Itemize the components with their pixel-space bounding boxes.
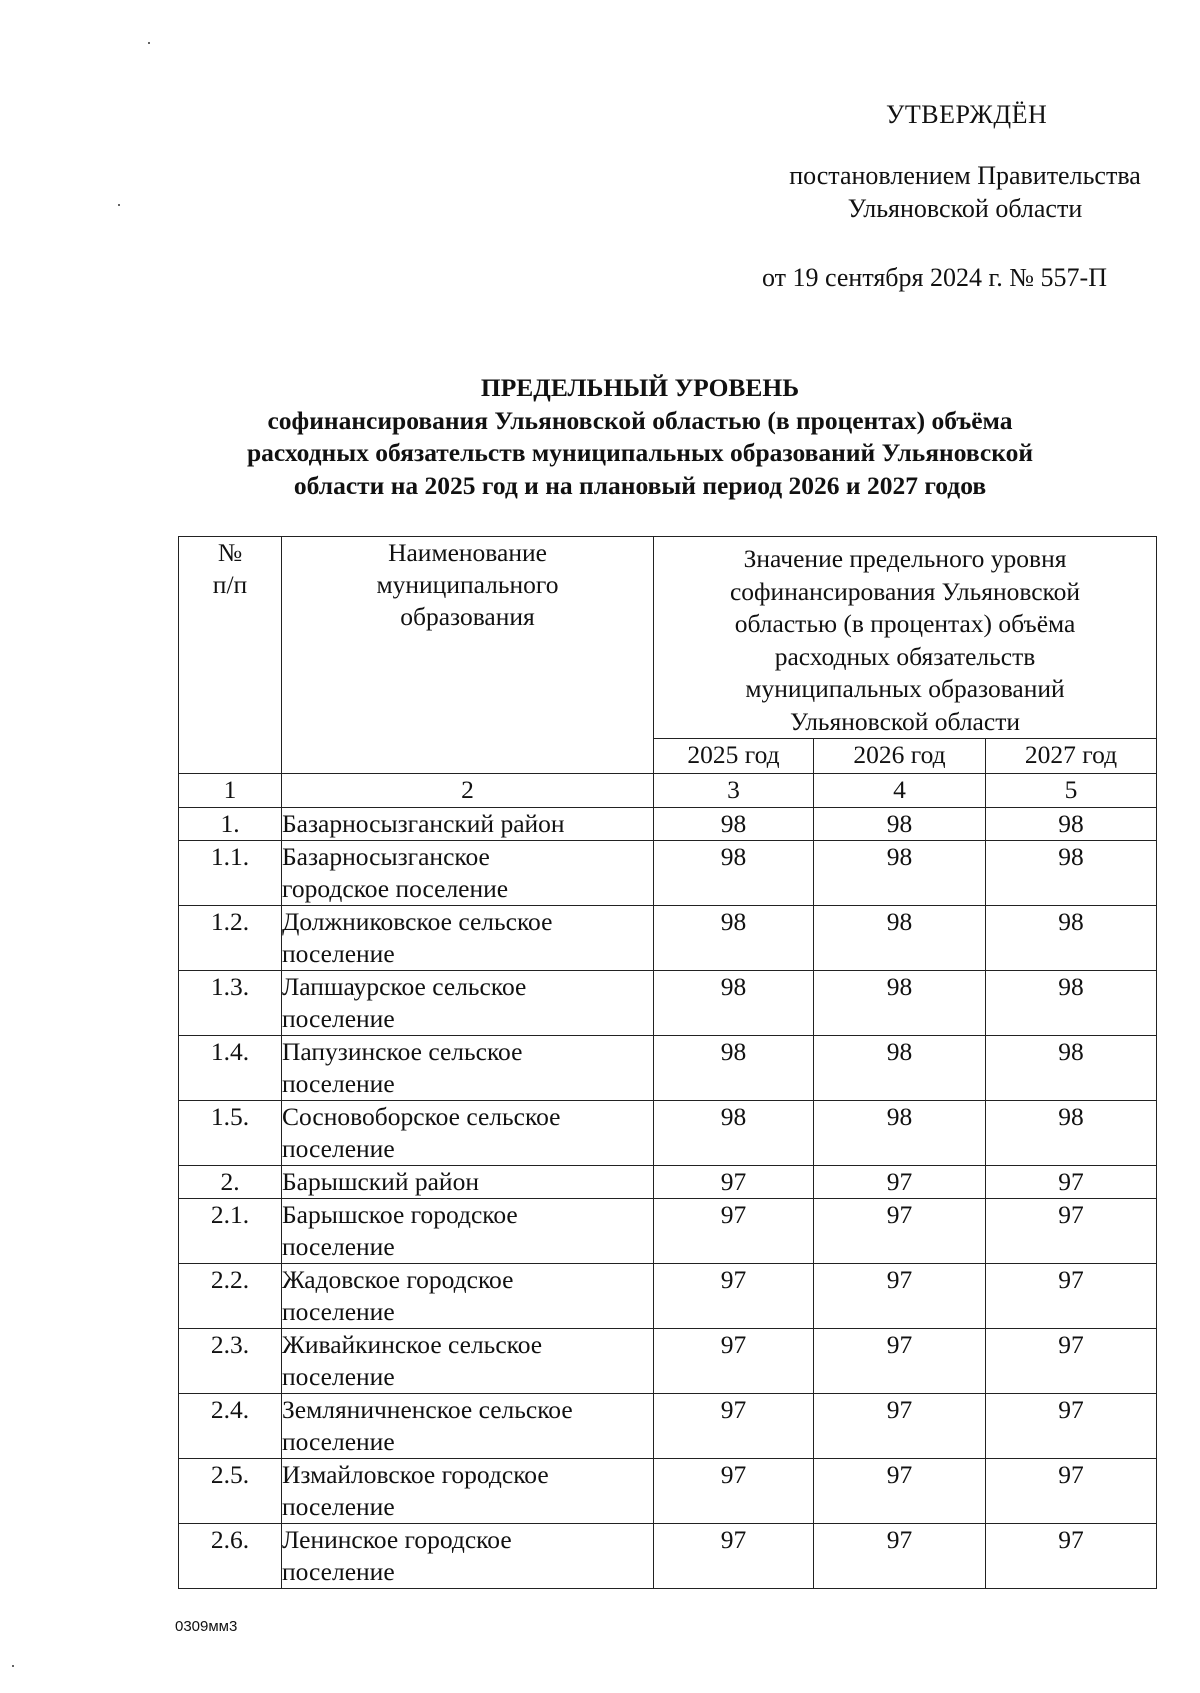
row-value-2027: 98 [986,1101,1157,1166]
header-value-line: Значение предельного уровня [743,544,1067,573]
row-name-line2: поселение [282,1362,395,1391]
header-name-line3: образования [400,602,535,631]
title-line4: области на 2025 год и на плановый период 2026 и 2027 годов [293,470,987,500]
row-municipality-name [282,1101,654,1166]
approval-body-line1: постановлением Правительства [789,161,1141,190]
row-value-2025: 98 [654,971,814,1036]
row-value-2027: 98 [986,971,1157,1036]
title-line2: софинансирования Ульяновской областью (в процентах) объёма [267,405,1013,435]
row-number: 1.1. [179,841,282,906]
approval-date: от 19 сентября 2024 г. № 557-П [762,263,1107,292]
table-row [179,1036,1157,1101]
table-row [179,1101,1157,1166]
row-value-2025: 97 [654,1329,814,1394]
row-name-line1: Сосновоборское сельское [282,1102,561,1131]
header-num [179,537,282,774]
row-municipality-name [282,808,654,841]
row-municipality-name [282,841,654,906]
row-value-2026: 97 [814,1329,986,1394]
row-value-2026: 97 [814,1199,986,1264]
row-number: 2.5. [179,1459,282,1524]
approval-block [760,98,1150,294]
row-municipality-name [282,1459,654,1524]
header-value [654,537,1157,739]
row-municipality-name [282,1166,654,1199]
table-row [179,841,1157,906]
row-name-line1: Жадовское городское [282,1265,514,1294]
row-name-line1: Измайловское городское [282,1460,549,1489]
header-value-line: областью (в процентах) объёма [734,609,1076,638]
row-value-2025: 97 [654,1394,814,1459]
table-row [179,1524,1157,1589]
row-value-2027: 98 [986,808,1157,841]
column-number: 3 [654,774,814,808]
header-year-2026: 2026 год [814,739,986,774]
row-name-line1: Должниковское сельское [282,907,553,936]
header-value-line: Ульяновской области [790,706,1020,736]
row-value-2026: 98 [814,1036,986,1101]
row-name-line1: Живайкинское сельское [282,1330,543,1359]
row-value-2025: 97 [654,1524,814,1589]
row-name-line2: поселение [282,1492,395,1521]
row-name-line2: поселение [282,1134,395,1163]
row-number: 1. [179,808,282,841]
title-line1: ПРЕДЕЛЬНЫЙ УРОВЕНЬ [480,373,800,402]
row-municipality-name [282,971,654,1036]
row-value-2027: 97 [986,1199,1157,1264]
table-row [179,1329,1157,1394]
row-number: 1.4. [179,1036,282,1101]
table-row [179,906,1157,971]
row-value-2027: 97 [986,1264,1157,1329]
row-number: 1.3. [179,971,282,1036]
row-number: 2.2. [179,1264,282,1329]
table-row [179,808,1157,841]
table-row [179,1264,1157,1329]
row-name-line2: поселение [282,1557,395,1586]
row-number: 2. [179,1166,282,1199]
approval-body-line2: Ульяновской области [847,194,1083,223]
column-number: 4 [814,774,986,808]
row-municipality-name [282,1199,654,1264]
row-value-2027: 98 [986,1036,1157,1101]
row-name-line1: Барышское городское [282,1200,518,1229]
row-value-2027: 98 [986,906,1157,971]
row-name-line2: поселение [282,1232,395,1261]
column-number: 5 [986,774,1157,808]
header-value-line: расходных обязательств [774,641,1036,671]
row-number: 2.3. [179,1329,282,1394]
row-value-2025: 97 [654,1199,814,1264]
header-name [282,537,654,774]
row-value-2027: 97 [986,1329,1157,1394]
header-year-2027: 2027 год [986,739,1157,774]
row-value-2026: 98 [814,841,986,906]
row-value-2025: 97 [654,1166,814,1199]
table-row [179,1459,1157,1524]
header-name-line1: Наименование [388,538,547,567]
row-name-line1: Папузинское сельское [282,1037,523,1066]
row-value-2026: 98 [814,808,986,841]
row-municipality-name [282,1329,654,1394]
row-name-line1: Земляничненское сельское [282,1395,573,1424]
table-body [179,808,1157,1589]
row-municipality-name [282,1036,654,1101]
row-name-line2: поселение [282,939,395,968]
table-header-row [179,537,1157,739]
row-value-2026: 97 [814,1524,986,1589]
approval-stamp: УТВЕРЖДЁН [886,100,1048,129]
row-value-2026: 97 [814,1264,986,1329]
header-num-line2: п/п [212,570,248,599]
cofinancing-table [178,536,1157,1589]
row-value-2025: 98 [654,906,814,971]
scan-speck [118,204,120,206]
row-value-2027: 98 [986,841,1157,906]
row-value-2027: 97 [986,1459,1157,1524]
row-value-2026: 97 [814,1459,986,1524]
row-name-line2: поселение [282,1427,395,1456]
row-value-2025: 97 [654,1459,814,1524]
footer-code: 0309мм3 [175,1618,238,1635]
row-number: 2.6. [179,1524,282,1589]
row-name-line1: Базарносызганский район [282,809,565,838]
row-number: 1.5. [179,1101,282,1166]
header-num-line1: № [217,538,243,567]
scan-speck [148,42,150,44]
row-name-line1: Ленинское городское [282,1525,512,1554]
row-value-2026: 98 [814,906,986,971]
row-number: 2.4. [179,1394,282,1459]
approval-body [780,159,1150,225]
row-name-line2: поселение [282,1297,395,1326]
table-row [179,1394,1157,1459]
row-name-line2: поселение [282,1004,395,1033]
column-number: 1 [179,774,282,808]
table-row [179,1166,1157,1199]
row-value-2026: 97 [814,1166,986,1199]
header-name-line2: муниципального [376,570,559,599]
scan-speck [12,1665,14,1667]
row-value-2027: 97 [986,1524,1157,1589]
row-value-2025: 97 [654,1264,814,1329]
column-number: 2 [282,774,654,808]
row-value-2026: 98 [814,971,986,1036]
row-value-2027: 97 [986,1394,1157,1459]
row-value-2025: 98 [654,1101,814,1166]
title-line3: расходных обязательств муниципальных образований Ульяновской [246,438,1034,467]
row-name-line2: городское поселение [282,874,509,903]
row-municipality-name [282,1264,654,1329]
row-municipality-name [282,906,654,971]
row-value-2025: 98 [654,1036,814,1101]
header-value-line: софинансирования Ульяновской [729,576,1081,606]
row-number: 1.2. [179,906,282,971]
table-row [179,971,1157,1036]
row-name-line2: поселение [282,1069,395,1098]
row-name-line1: Базарносызганское [282,842,490,871]
row-name-line1: Лапшаурское сельское [282,972,527,1001]
row-value-2027: 97 [986,1166,1157,1199]
table-row [179,1199,1157,1264]
row-value-2026: 97 [814,1394,986,1459]
row-value-2025: 98 [654,841,814,906]
row-municipality-name [282,1394,654,1459]
row-value-2025: 98 [654,808,814,841]
document-title [160,372,1120,502]
row-value-2026: 98 [814,1101,986,1166]
header-year-2025: 2025 год [654,739,814,774]
row-name-line1: Барышский район [282,1167,479,1196]
header-value-line: муниципальных образований [745,674,1065,703]
table-column-numbers-row [179,774,1157,808]
row-municipality-name [282,1524,654,1589]
row-number: 2.1. [179,1199,282,1264]
